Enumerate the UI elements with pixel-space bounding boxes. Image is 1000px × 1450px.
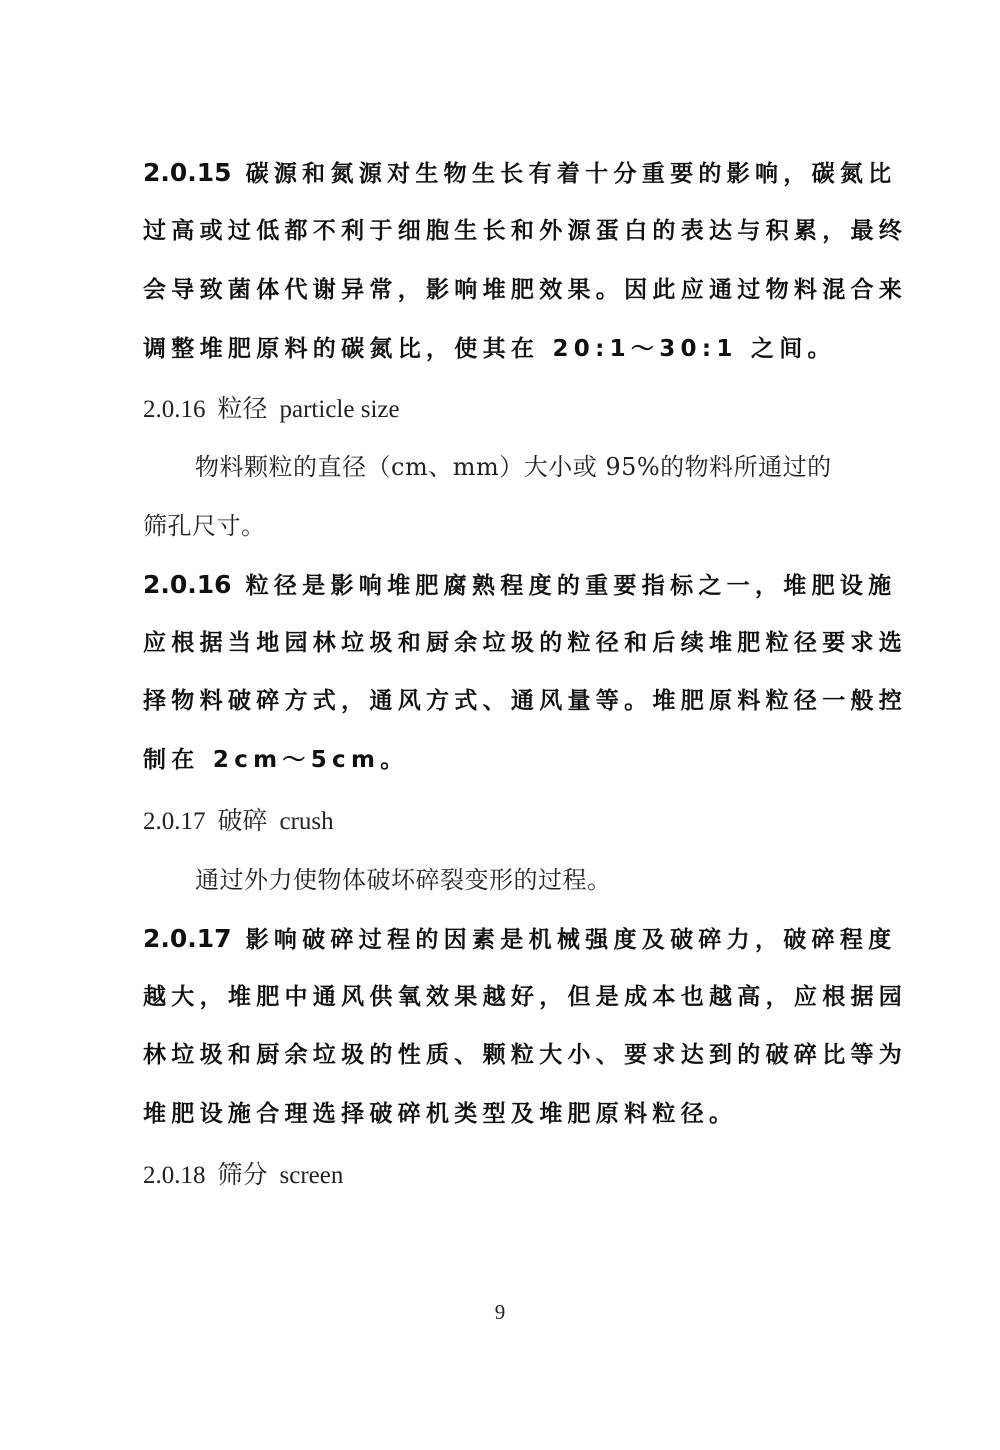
term-chinese: 筛分 xyxy=(217,1162,268,1189)
clause-number: 2.0.15 xyxy=(143,158,232,187)
term-2-0-16-heading xyxy=(143,397,400,422)
term-number: 2.0.17 xyxy=(143,808,206,835)
commentary-2-0-17-line-4: 堆肥设施合理选择破碎机类型及堆肥原料粒径。 xyxy=(143,1101,738,1127)
term-english: crush xyxy=(279,808,334,835)
commentary-2-0-16-line-1 xyxy=(143,572,896,598)
term-2-0-16-definition-line-1: 物料颗粒的直径（cm、mm）大小或 95%的物料所通过的 xyxy=(195,453,832,481)
commentary-2-0-17-line-3: 林垃圾和厨余垃圾的性质、颗粒大小、要求达到的破碎比等为 xyxy=(143,1042,908,1068)
term-2-0-16-definition-line-2: 筛孔尺寸。 xyxy=(143,512,266,540)
page-number: 9 xyxy=(494,1300,506,1324)
commentary-2-0-17-line-2: 越大，堆肥中通风供氧效果越好，但是成本也越高，应根据园 xyxy=(143,984,908,1010)
commentary-2-0-16-line-3: 择物料破碎方式，通风方式、通风量等。堆肥原料粒径一般控 xyxy=(143,688,908,714)
term-english: particle size xyxy=(279,396,400,423)
commentary-2-0-15-line-3: 会导致菌体代谢异常，影响堆肥效果。因此应通过物料混合来 xyxy=(143,277,908,303)
commentary-2-0-15-line-1 xyxy=(143,160,896,186)
commentary-2-0-16-line-2: 应根据当地园林垃圾和厨余垃圾的粒径和后续堆肥粒径要求选 xyxy=(143,630,908,656)
commentary-text: 粒径是影响堆肥腐熟程度的重要指标之一，堆肥设施 xyxy=(245,573,897,599)
commentary-2-0-15-line-4: 调整堆肥原料的碳氮比，使其在 20:1～30:1 之间。 xyxy=(143,336,836,362)
term-number: 2.0.18 xyxy=(143,1162,206,1189)
term-2-0-18-heading xyxy=(143,1163,343,1188)
clause-number: 2.0.16 xyxy=(143,570,232,599)
term-2-0-17-definition-line-1: 通过外力使物体破坏碎裂变形的过程。 xyxy=(195,866,612,894)
term-chinese: 粒径 xyxy=(217,396,268,423)
commentary-text: 影响破碎过程的因素是机械强度及破碎力，破碎程度 xyxy=(245,927,897,953)
commentary-text: 碳源和氮源对生物生长有着十分重要的影响，碳氮比 xyxy=(245,161,897,187)
commentary-2-0-15-line-2: 过高或过低都不利于细胞生长和外源蛋白的表达与积累，最终 xyxy=(143,218,908,244)
commentary-2-0-16-line-4: 制在 2cm～5cm。 xyxy=(143,747,409,773)
term-number: 2.0.16 xyxy=(143,396,206,423)
term-chinese: 破碎 xyxy=(217,808,268,835)
term-2-0-17-heading xyxy=(143,809,334,834)
clause-number: 2.0.17 xyxy=(143,924,232,953)
term-english: screen xyxy=(279,1162,344,1189)
commentary-2-0-17-line-1 xyxy=(143,926,896,952)
